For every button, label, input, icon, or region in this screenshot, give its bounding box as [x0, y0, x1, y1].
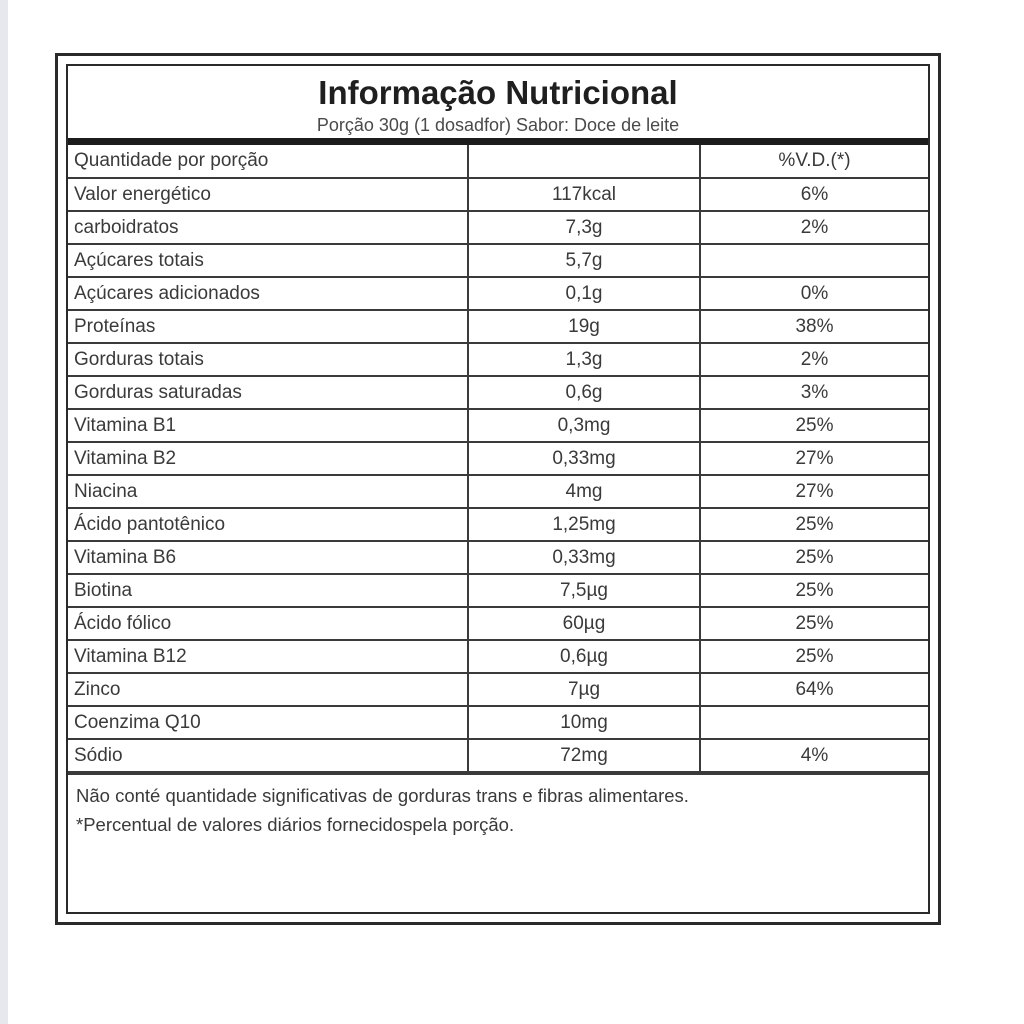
nutrient-vd: 6%	[700, 178, 928, 211]
nutrient-name: Valor energético	[68, 178, 468, 211]
nutrient-vd: 4%	[700, 739, 928, 772]
header-quantity-cell	[468, 145, 700, 178]
nutrient-vd: 25%	[700, 409, 928, 442]
window-edge	[0, 0, 8, 1024]
nutrient-vd: 2%	[700, 211, 928, 244]
nutrient-quantity: 5,7g	[468, 244, 700, 277]
table-row	[68, 706, 928, 739]
nutrient-name: Vitamina B1	[68, 409, 468, 442]
footnote-daily-values: *Percentual de valores diários fornecidospela porção.	[76, 814, 515, 835]
nutrient-quantity: 19g	[468, 310, 700, 343]
nutrient-vd	[700, 244, 928, 277]
nutrient-name: Açúcares totais	[68, 244, 468, 277]
table-row	[68, 508, 928, 541]
table-row	[68, 673, 928, 706]
table-row	[68, 409, 928, 442]
table-row	[68, 211, 928, 244]
nutrition-table	[68, 145, 928, 773]
nutrient-quantity: 0,33mg	[468, 541, 700, 574]
nutrient-quantity: 0,3mg	[468, 409, 700, 442]
nutrient-name: Ácido pantotênico	[68, 508, 468, 541]
header-vd-cell: %V.D.(*)	[700, 145, 928, 178]
table-row	[68, 442, 928, 475]
nutrient-name: Proteínas	[68, 310, 468, 343]
nutrition-label-inner	[66, 64, 930, 914]
nutrient-vd: 25%	[700, 508, 928, 541]
nutrient-vd: 25%	[700, 607, 928, 640]
label-title: Informação Nutricional	[318, 74, 678, 111]
table-row	[68, 343, 928, 376]
nutrient-vd: 38%	[700, 310, 928, 343]
nutrient-vd: 25%	[700, 640, 928, 673]
table-row	[68, 178, 928, 211]
nutrient-quantity: 7,3g	[468, 211, 700, 244]
header-name-cell: Quantidade por porção	[68, 145, 468, 178]
table-row	[68, 640, 928, 673]
table-header-row	[68, 145, 928, 178]
nutrient-name: carboidratos	[68, 211, 468, 244]
nutrient-vd: 27%	[700, 442, 928, 475]
nutrient-name: Zinco	[68, 673, 468, 706]
table-row	[68, 376, 928, 409]
nutrient-vd: 27%	[700, 475, 928, 508]
nutrient-quantity: 7,5µg	[468, 574, 700, 607]
table-row	[68, 310, 928, 343]
nutrient-name: Açúcares adicionados	[68, 277, 468, 310]
label-header	[68, 66, 928, 138]
label-subtitle: Porção 30g (1 dosadfor) Sabor: Doce de leite	[316, 115, 680, 135]
nutrient-quantity: 72mg	[468, 739, 700, 772]
nutrition-label	[55, 53, 941, 925]
table-row	[68, 277, 928, 310]
nutrient-vd	[700, 706, 928, 739]
nutrient-quantity: 0,1g	[468, 277, 700, 310]
nutrient-quantity: 60µg	[468, 607, 700, 640]
nutrient-name: Vitamina B2	[68, 442, 468, 475]
nutrient-quantity: 4mg	[468, 475, 700, 508]
table-row	[68, 607, 928, 640]
nutrient-name: Coenzima Q10	[68, 706, 468, 739]
nutrient-vd: 64%	[700, 673, 928, 706]
nutrient-quantity: 117kcal	[468, 178, 700, 211]
nutrient-name: Vitamina B12	[68, 640, 468, 673]
footnote-trans-fat: Não conté quantidade significativas de gorduras trans e fibras alimentares.	[76, 785, 689, 806]
nutrient-quantity: 0,33mg	[468, 442, 700, 475]
nutrient-quantity: 7µg	[468, 673, 700, 706]
nutrient-name: Biotina	[68, 574, 468, 607]
nutrient-quantity: 1,3g	[468, 343, 700, 376]
header-divider	[68, 138, 928, 145]
nutrient-quantity: 1,25mg	[468, 508, 700, 541]
nutrient-vd: 0%	[700, 277, 928, 310]
nutrient-quantity: 0,6g	[468, 376, 700, 409]
nutrient-vd: 2%	[700, 343, 928, 376]
nutrient-name: Niacina	[68, 475, 468, 508]
table-row	[68, 574, 928, 607]
nutrient-quantity: 0,6µg	[468, 640, 700, 673]
nutrient-vd: 25%	[700, 574, 928, 607]
nutrient-name: Sódio	[68, 739, 468, 772]
footnotes	[68, 773, 928, 839]
nutrient-name: Gorduras saturadas	[68, 376, 468, 409]
table-row	[68, 244, 928, 277]
table-row	[68, 541, 928, 574]
nutrient-vd: 25%	[700, 541, 928, 574]
nutrient-name: Ácido fólico	[68, 607, 468, 640]
table-row	[68, 739, 928, 772]
table-row	[68, 475, 928, 508]
nutrient-vd: 3%	[700, 376, 928, 409]
nutrient-quantity: 10mg	[468, 706, 700, 739]
nutrient-name: Gorduras totais	[68, 343, 468, 376]
nutrient-name: Vitamina B6	[68, 541, 468, 574]
